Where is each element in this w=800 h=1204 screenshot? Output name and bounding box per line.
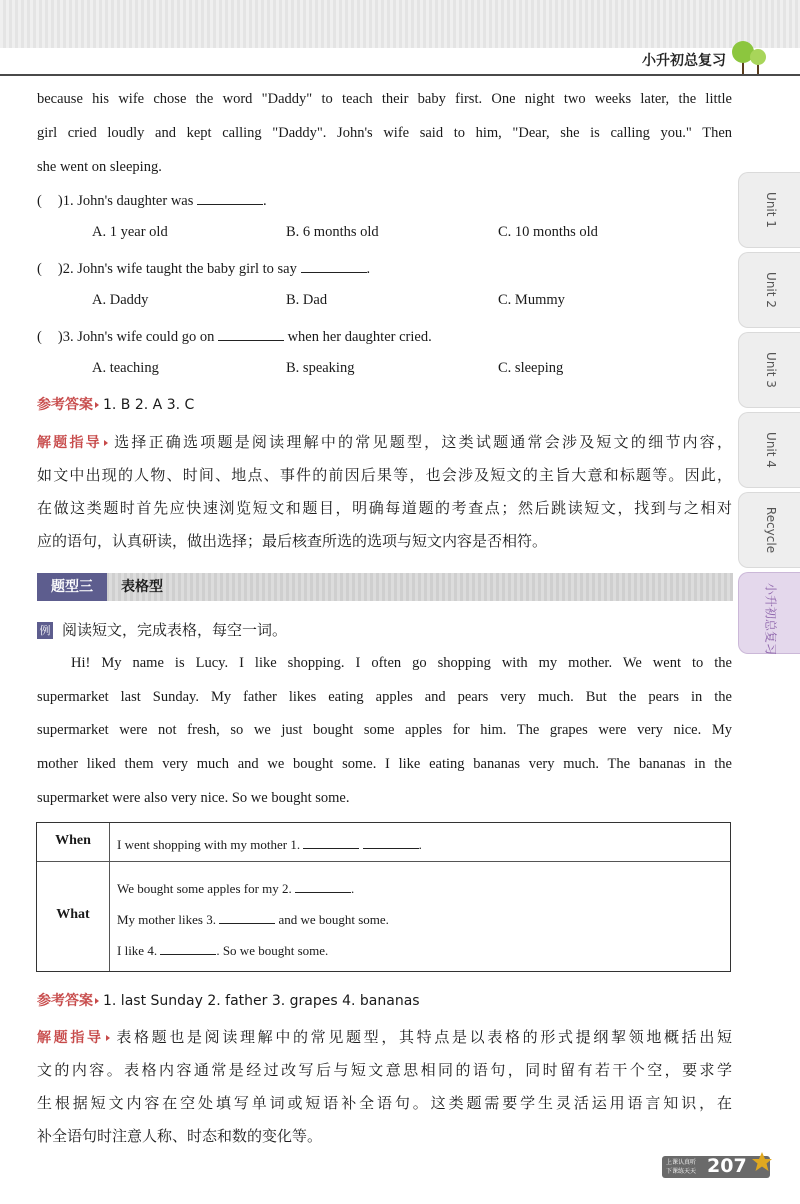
when-header: When: [55, 833, 91, 848]
side-tab-review[interactable]: 小升初总复习: [738, 572, 800, 654]
guide-line: 生根据短文内容在空处填写单词或短语补全语句。这类题需要学生灵活运用语言知识，在: [37, 1094, 732, 1112]
passage-line: because his wife chose the word "Daddy" to teach their baby first. One night two weeks later, the little: [37, 91, 732, 107]
guide-line: 如文中出现的人物、时间、地点、事件的前因后果等，也会涉及短文的主旨大意和标题等。因此，: [37, 466, 732, 484]
question-1: ( )1. John's daughter was .: [37, 190, 267, 211]
answer-blank[interactable]: [301, 258, 367, 273]
when-cell: I went shopping with my mother 1. .: [117, 834, 422, 853]
answer-label: 参考答案: [37, 397, 103, 413]
side-tab-unit-4[interactable]: Unit 4: [738, 412, 800, 488]
answer-blank[interactable]: [363, 834, 419, 849]
option-a: A. teaching: [92, 360, 159, 376]
option-b: B. 6 months old: [286, 224, 379, 240]
side-tab-unit-2[interactable]: Unit 2: [738, 252, 800, 328]
answer-blank[interactable]: [295, 878, 351, 893]
guide-line: 解题指导 选择正确选项题是阅读理解中的常见题型，这类试题通常会涉及短文的细节内容，: [37, 433, 732, 451]
answer-blank[interactable]: [219, 909, 275, 924]
option-c: C. sleeping: [498, 360, 564, 376]
what-cell-row: My mother likes 3. and we bought some.: [117, 909, 389, 928]
option-b: B. Dad: [286, 292, 328, 308]
tree-icon: [730, 38, 770, 76]
passage-line: mother liked them very much and we bought some. I like eating bananas very much. The bananas in the: [37, 756, 732, 772]
section-title: 表格型: [121, 579, 163, 595]
answer-blank[interactable]: [218, 326, 284, 341]
passage-line: Hi! My name is Lucy. I like shopping. I often go shopping with my mother. We went to the: [71, 655, 732, 671]
what-cell-row: I like 4. . So we bought some.: [117, 940, 328, 959]
page-number: 207: [707, 1155, 747, 1177]
section-tag: 题型三: [37, 573, 107, 601]
passage-line: she went on sleeping.: [37, 159, 162, 175]
answer-key: 参考答案 1. B 2. A 3. C: [37, 397, 195, 413]
what-cell-row: We bought some apples for my 2. .: [117, 878, 354, 897]
info-table: [36, 822, 731, 972]
star-icon: [750, 1150, 774, 1174]
answer-label: 参考答案: [37, 993, 103, 1009]
question-3: ( )3. John's wife could go on when her daughter cried.: [37, 326, 432, 347]
option-c: C. Mummy: [498, 292, 565, 308]
answer-key: 参考答案 1. last Sunday 2. father 3. grapes 4. bananas: [37, 993, 420, 1009]
answer-blank[interactable]: [160, 940, 216, 955]
passage-line: supermarket last Sunday. My father likes eating apples and pears very much. But the pears in the: [37, 689, 732, 705]
passage-line: girl cried loudly and kept calling "Daddy". John's wife said to him, "Dear, she is calling you." Then: [37, 125, 732, 141]
example-mark: 例: [37, 622, 53, 639]
guide-line: 文的内容。表格内容通常是经过改写后与短文意思相同的语句，同时留有若干个空，要求学: [37, 1061, 732, 1079]
option-c: C. 10 months old: [498, 224, 598, 240]
side-tab-unit-1[interactable]: Unit 1: [738, 172, 800, 248]
side-tab-recycle[interactable]: Recycle: [738, 492, 800, 568]
passage-line: supermarket were not fresh, so we just bought some apples for him. The grapes were very nice. My: [37, 722, 732, 738]
option-a: A. 1 year old: [92, 224, 168, 240]
example-instruction: 阅读短文，完成表格，每空一词。: [62, 621, 288, 639]
header-title: 小升初总复习: [642, 53, 726, 69]
answer-blank[interactable]: [197, 190, 263, 205]
answer-blank[interactable]: [303, 834, 359, 849]
guide-label: 解题指导: [37, 1030, 114, 1046]
guide-line: 补全语句时注意人称、时态和数的变化等。: [37, 1127, 323, 1145]
guide-line: 解题指导 表格题也是阅读理解中的常见题型，其特点是以表格的形式提纲挈领地概括出短: [37, 1028, 732, 1046]
guide-line: 在做这类题时首先应快速浏览短文和题目，明确每道题的考查点；然后跳读短文，找到与之相对: [37, 499, 732, 517]
guide-line: 应的语句，认真研读，做出选择；最后核查所选的选项与短文内容是否相符。: [37, 532, 548, 550]
header-decor-band: [0, 0, 800, 48]
passage-line: supermarket were also very nice. So we bought some.: [37, 790, 350, 806]
option-b: B. speaking: [286, 360, 355, 376]
side-tab-unit-3[interactable]: Unit 3: [738, 332, 800, 408]
option-a: A. Daddy: [92, 292, 149, 308]
what-header: What: [56, 907, 90, 922]
page-slogan: 上课认真听 下课练天天: [666, 1159, 697, 1175]
question-2: ( )2. John's wife taught the baby girl to say .: [37, 258, 370, 279]
guide-label: 解题指导: [37, 435, 112, 451]
